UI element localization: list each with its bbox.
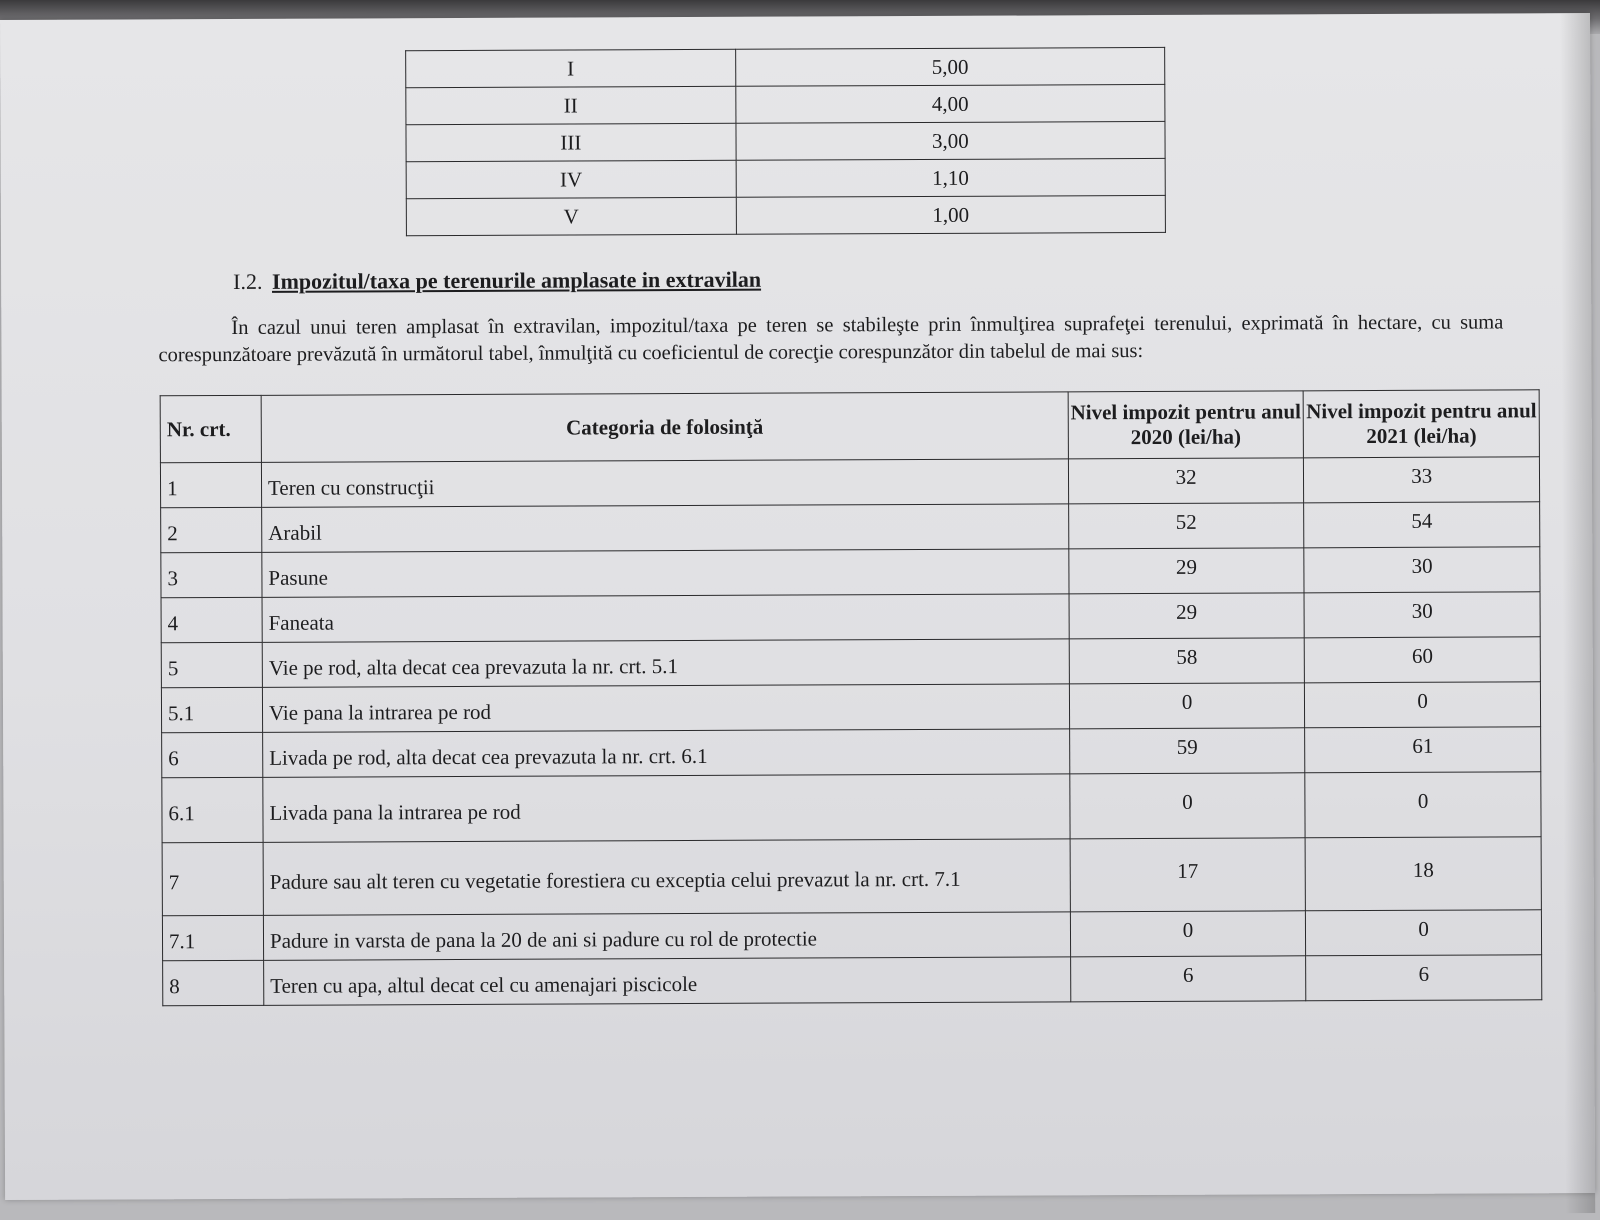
coefficient-value-cell: 1,00 <box>736 195 1165 234</box>
tax-2020-cell: 29 <box>1069 548 1305 594</box>
coefficient-row <box>406 47 1165 87</box>
nr-cell: 5.1 <box>161 687 262 732</box>
tax-2021-cell: 61 <box>1305 727 1541 773</box>
tax-2021-cell: 33 <box>1304 457 1540 503</box>
tax-2021-cell: 6 <box>1306 955 1542 1001</box>
tax-2021-cell: 60 <box>1305 637 1541 683</box>
coefficient-value-cell: 5,00 <box>735 47 1164 86</box>
tax-2020-cell: 0 <box>1069 683 1305 729</box>
tax-2020-cell: 17 <box>1070 838 1306 912</box>
category-cell: Faneata <box>262 594 1069 643</box>
table-row <box>161 637 1540 688</box>
table-header-row <box>160 390 1539 463</box>
header-tax-2020: Nivel impozit pentru anul 2020 (lei/ha) <box>1068 391 1304 459</box>
nr-cell: 6.1 <box>162 777 263 842</box>
tax-2021-cell: 18 <box>1305 837 1541 911</box>
rank-cell: I <box>406 49 736 87</box>
nr-cell: 7.1 <box>162 915 263 960</box>
rank-cell: IV <box>406 160 736 198</box>
category-cell: Teren cu apa, altul decat cel cu amenajari piscicole <box>264 957 1071 1006</box>
table-row <box>161 502 1540 553</box>
tax-2020-cell: 59 <box>1069 728 1305 774</box>
tax-2020-cell: 0 <box>1070 773 1306 839</box>
tax-2021-cell: 30 <box>1304 592 1540 638</box>
section-paragraph: În cazul unui teren amplasat în extravilan, impozitul/taxa pe teren se stabileşte prin înmulţirea suprafeţei terenului, exprimată în hectare, cu suma corespunzătoare prevăzută în următorul tabel, înmulţită cu coeficientul de corecţie corespunzător din tabelul de mai sus: <box>158 311 1504 367</box>
table-row <box>161 592 1540 643</box>
table-row <box>162 727 1541 778</box>
coefficient-row <box>406 195 1165 235</box>
category-cell: Vie pe rod, alta decat cea prevazuta la nr. crt. 5.1 <box>262 639 1069 688</box>
category-cell: Arabil <box>262 504 1069 553</box>
tax-2020-cell: 58 <box>1069 638 1305 684</box>
coefficient-value-cell: 4,00 <box>735 84 1164 123</box>
nr-cell: 6 <box>162 732 263 777</box>
tax-2021-cell: 0 <box>1305 772 1541 838</box>
table-row <box>162 772 1541 843</box>
land-tax-table <box>160 389 1543 1006</box>
category-cell: Padure in varsta de pana la 20 de ani si padure cu rol de protectie <box>263 912 1070 961</box>
page-edge-shadow <box>1560 13 1595 1213</box>
table-row <box>160 457 1539 508</box>
nr-cell: 4 <box>161 597 262 642</box>
header-nr: Nr. crt. <box>160 395 261 462</box>
table-row <box>161 547 1540 598</box>
coefficient-row <box>406 158 1165 198</box>
coefficient-row <box>406 84 1165 124</box>
rank-cell: II <box>406 86 736 124</box>
category-cell: Livada pana la intrarea pe rod <box>263 774 1070 843</box>
nr-cell: 1 <box>160 462 261 507</box>
coefficient-row <box>406 121 1165 161</box>
tax-2020-cell: 0 <box>1070 911 1306 957</box>
tax-2021-cell: 54 <box>1304 502 1540 548</box>
document-page <box>0 13 1595 1200</box>
coefficient-value-cell: 3,00 <box>736 121 1165 160</box>
nr-cell: 5 <box>161 642 262 687</box>
tax-2020-cell: 29 <box>1069 593 1305 639</box>
nr-cell: 2 <box>161 507 262 552</box>
nr-cell: 8 <box>163 960 264 1005</box>
rank-cell: V <box>406 197 736 235</box>
tax-2020-cell: 6 <box>1070 956 1306 1002</box>
category-cell: Vie pana la intrarea pe rod <box>262 684 1069 733</box>
nr-cell: 3 <box>161 552 262 597</box>
category-cell: Livada pe rod, alta decat cea prevazuta la nr. crt. 6.1 <box>263 729 1070 778</box>
tax-2021-cell: 30 <box>1304 547 1540 593</box>
coefficient-table <box>405 47 1166 236</box>
category-cell: Teren cu construcţii <box>261 459 1068 508</box>
category-cell: Padure sau alt teren cu vegetatie forestiera cu exceptia celui prevazut la nr. crt. 7.1 <box>263 839 1070 916</box>
table-row <box>161 682 1540 733</box>
category-cell: Pasune <box>262 549 1069 598</box>
header-category: Categoria de folosinţă <box>261 392 1068 463</box>
section-heading <box>233 267 761 295</box>
rank-cell: III <box>406 123 736 161</box>
header-tax-2021: Nivel impozit pentru anul 2021 (lei/ha) <box>1303 390 1539 458</box>
tax-2020-cell: 52 <box>1068 503 1304 549</box>
tax-2020-cell: 32 <box>1068 458 1304 504</box>
table-row <box>163 955 1542 1006</box>
section-title: Impozitul/taxa pe terenurile amplasate in extravilan <box>271 266 762 294</box>
table-row <box>162 910 1541 961</box>
section-number: I.2. <box>233 268 263 294</box>
table-row <box>162 837 1541 916</box>
tax-2021-cell: 0 <box>1305 682 1541 728</box>
coefficient-value-cell: 1,10 <box>736 158 1165 197</box>
tax-2021-cell: 0 <box>1306 910 1542 956</box>
nr-cell: 7 <box>162 842 263 915</box>
